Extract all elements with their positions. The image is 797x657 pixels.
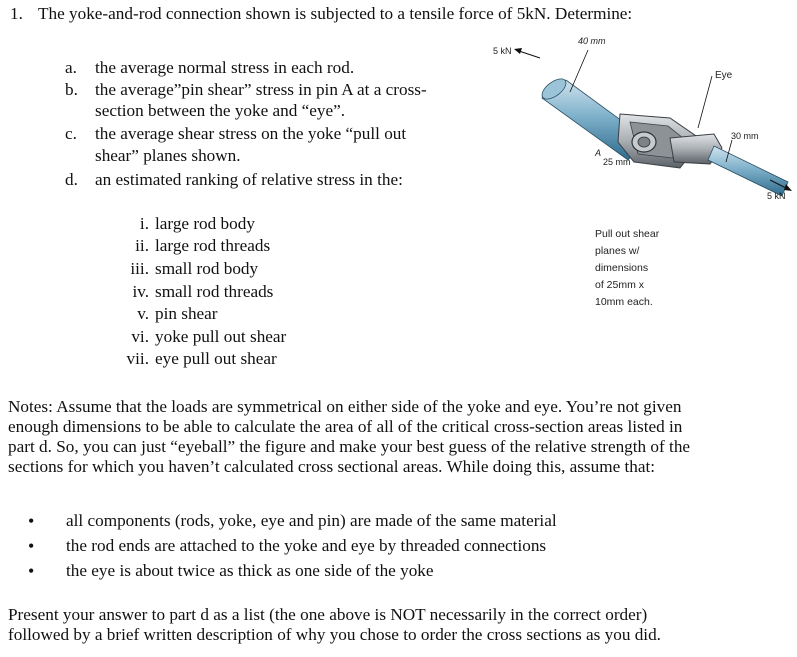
bullet-icon: •: [28, 561, 35, 581]
pin-label: A: [595, 148, 602, 158]
dim-label-pin: 25 mm: [603, 157, 631, 167]
force-label-left: 5 kN: [493, 46, 512, 56]
bullet-icon: •: [28, 536, 35, 556]
dim-leader-40: [570, 50, 588, 92]
eye-label: Eye: [715, 70, 733, 81]
dim-label-right: 30 mm: [731, 131, 759, 141]
question-text: The yoke-and-rod connection shown is subjected to a tensile force of 5kN. Determine:: [38, 4, 633, 23]
force-arrow-left: [514, 48, 540, 58]
eye-leader: [698, 76, 712, 128]
question-number: 1.: [10, 4, 23, 23]
question-heading: [10, 4, 632, 24]
closing-paragraph: Present your answer to part d as a list (the one above is NOT necessarily in the correct order) followed by a brief written description of why you chose to order the cross sections as you did.: [8, 605, 661, 644]
force-label-right: 5 kN: [767, 191, 786, 201]
dim-label-top: 40 mm: [578, 36, 606, 46]
pin-a: [632, 132, 656, 152]
bullet-icon: •: [28, 511, 35, 531]
small-rod: [708, 146, 788, 196]
notes-paragraph: Notes: Assume that the loads are symmetrical on either side of the yoke and eye. You’re not given enough dimensions to be able to calculate the area of all of the critical cross-section areas listed in part d. So, you can just “eyeball” the figure and make your best guess of the relative strength of the sections for which you haven’t calculated cross sectional areas. While doing this, assume that:: [8, 397, 691, 476]
yoke-rod-figure: [470, 30, 795, 220]
figure-caption: Pull out shear planes w/ dimensions of 25mm x 10mm each.: [595, 228, 660, 308]
